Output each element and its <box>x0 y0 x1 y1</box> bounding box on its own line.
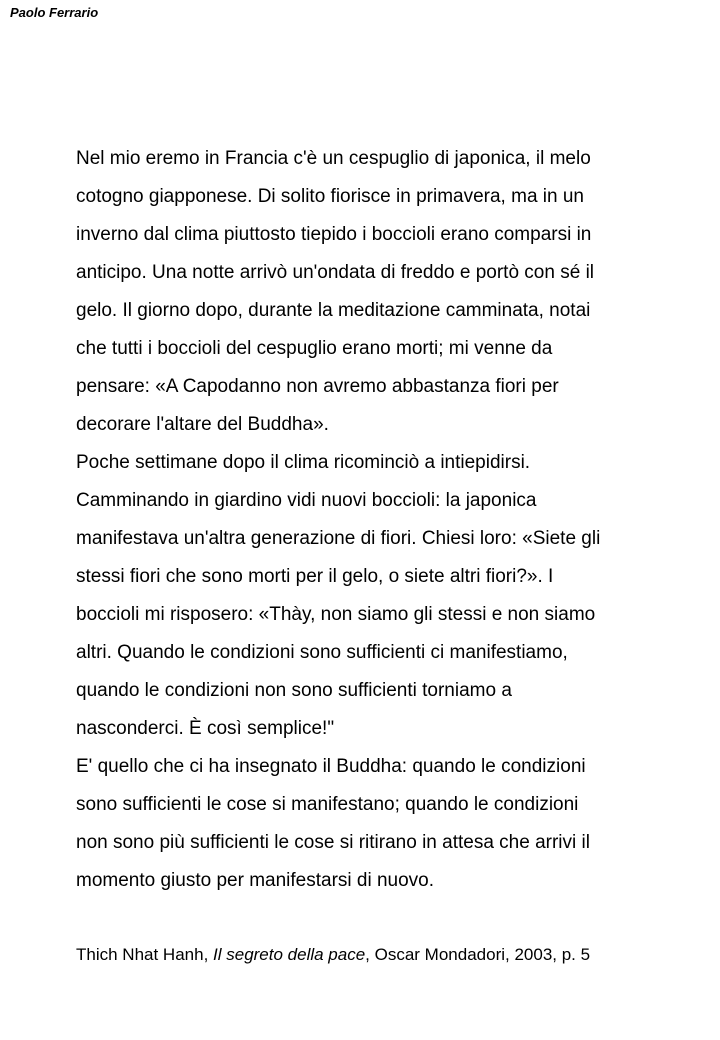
text-line: Camminando in giardino vidi nuovi boccioli: la japonica <box>76 490 537 511</box>
text-line: boccioli mi risposero: «Thày, non siamo gli stessi e non siamo <box>76 604 596 625</box>
citation-author: Thich Nhat Hanh, <box>76 945 214 964</box>
text-line: nasconderci. È così semplice!" <box>76 718 335 739</box>
text-line: decorare l'altare del Buddha». <box>76 414 329 435</box>
text-line: quando le condizioni non sono sufficienti torniamo a <box>76 680 512 701</box>
citation-publisher: , Oscar Mondadori, 2003, p. 5 <box>365 945 591 964</box>
text-line: non sono più sufficienti le cose si ritirano in attesa che arrivi il <box>76 832 590 853</box>
text-line: cotogno giapponese. Di solito fiorisce in primavera, ma in un <box>76 186 584 207</box>
citation <box>76 941 590 969</box>
text-line: Poche settimane dopo il clima ricominciò a intiepidirsi. <box>76 452 531 473</box>
text-line: pensare: «A Capodanno non avremo abbastanza fiori per <box>76 376 559 397</box>
text-line: Nel mio eremo in Francia c'è un cespuglio di japonica, il melo <box>76 148 591 169</box>
text-line: altri. Quando le condizioni sono sufficienti ci manifestiamo, <box>76 642 568 663</box>
text-line: momento giusto per manifestarsi di nuovo. <box>76 870 435 891</box>
citation-title: Il segreto della pace <box>213 945 366 964</box>
text-line: gelo. Il giorno dopo, durante la meditazione camminata, notai <box>76 300 591 321</box>
text-line: E' quello che ci ha insegnato il Buddha: quando le condizioni <box>76 756 586 777</box>
author-header: Paolo Ferrario <box>10 5 99 20</box>
text-line: che tutti i boccioli del cespuglio erano morti; mi venne da <box>76 338 553 359</box>
text-line: anticipo. Una notte arrivò un'ondata di freddo e portò con sé il <box>76 262 595 283</box>
text-line: sono sufficienti le cose si manifestano; quando le condizioni <box>76 794 579 815</box>
text-line: inverno dal clima piuttosto tiepido i boccioli erano comparsi in <box>76 224 592 245</box>
quote-body <box>76 140 676 900</box>
text-line: stessi fiori che sono morti per il gelo, o siete altri fiori?». I <box>76 566 554 587</box>
text-line: manifestava un'altra generazione di fiori. Chiesi loro: «Siete gli <box>76 528 601 549</box>
